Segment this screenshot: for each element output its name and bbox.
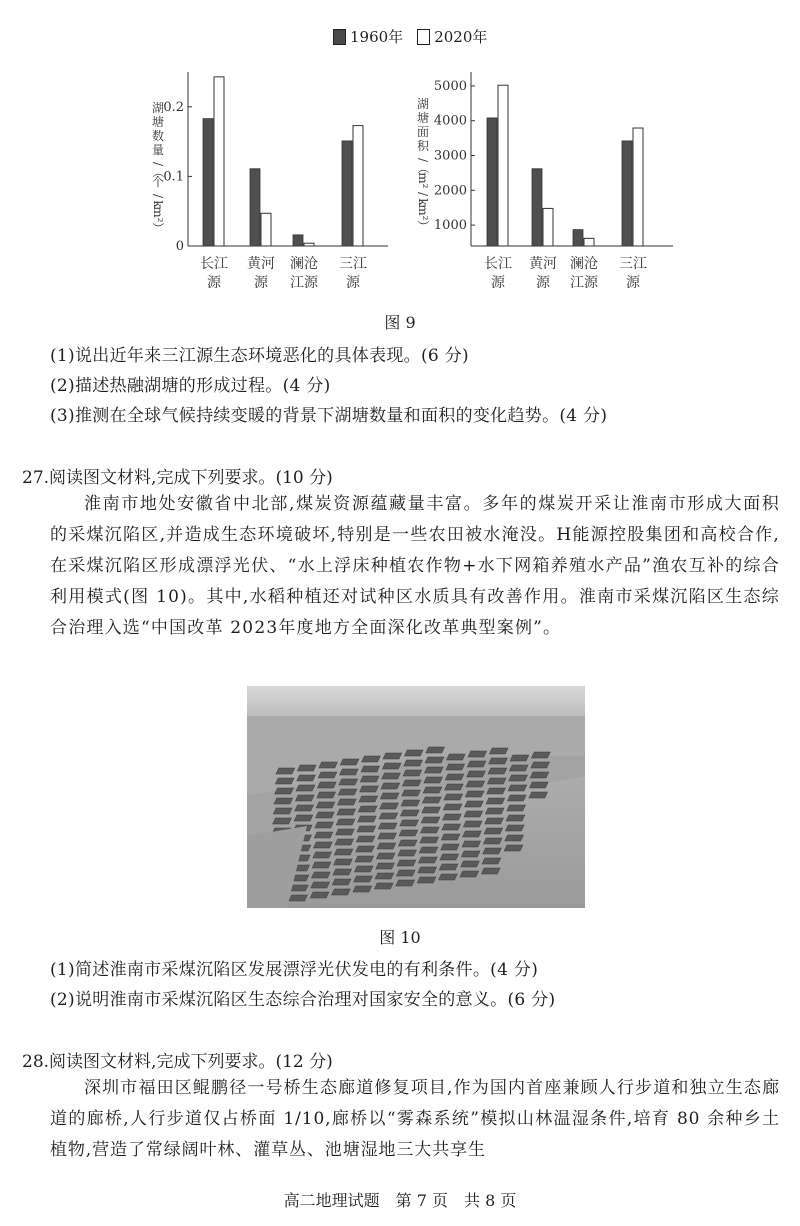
y-axis-label-char: ）	[151, 221, 165, 235]
solar-panel-block	[530, 772, 549, 778]
bar-2020-1	[543, 208, 553, 246]
lake-count-chart	[140, 60, 400, 300]
y-axis-label-char: /	[416, 157, 430, 163]
solar-panel-block	[319, 762, 338, 768]
solar-panel-block	[382, 763, 401, 769]
floating-solar-illustration	[247, 686, 585, 908]
solar-panel-block	[376, 863, 395, 869]
y-axis-label-char: ²	[151, 217, 165, 223]
solar-panel-block	[417, 877, 436, 883]
x-tick-label: 源	[254, 275, 268, 291]
solar-panel-block	[276, 768, 295, 774]
solar-panel-block	[334, 849, 353, 855]
solar-panel-block	[338, 789, 357, 795]
y-axis-label-char: ²	[416, 183, 430, 189]
chart-legend	[333, 26, 501, 47]
y-axis-label-char: m	[416, 172, 430, 184]
y-tick-label: 5000	[433, 78, 467, 94]
solar-panel-block	[489, 748, 508, 754]
solar-panel-block	[311, 882, 330, 888]
solar-panel-block	[439, 864, 458, 870]
bar-2020-1	[261, 213, 271, 246]
solar-panel-block	[422, 797, 441, 803]
solar-panel-block	[418, 857, 437, 863]
solar-panel-block	[353, 886, 372, 892]
x-tick-label: 澜沧	[290, 256, 318, 272]
q27-paragraph: 淮南市地处安徽省中北部,煤炭资源蕴藏量丰富。多年的煤炭开采让淮南市形成大面积的采煤沉陷区,并造成生态环境破坏,特别是一些农田被水淹没。H能源控股集团和高校合作,在采煤沉陷区形成漂浮光伏、“水上浮床种植农作物+水下网箱养殖水产品”渔农互补的综合利用模式(图 10)。其中,水稻种植还对试种区水质具有改善作用。淮南市采煤沉陷区生态综合治理入选“中国改革 2023年度地方全面深化改革典型案例”。	[50, 494, 780, 638]
solar-panel-block	[463, 821, 482, 827]
legend-swatch-light	[417, 29, 430, 45]
solar-panel-block	[332, 879, 351, 885]
solar-panel-block	[463, 831, 482, 837]
bar-2020-0	[498, 85, 508, 246]
solar-panel-block	[340, 759, 359, 765]
solar-panel-block	[335, 839, 354, 845]
bar-1960-3	[622, 141, 632, 246]
legend-label-1960: 1960年	[350, 28, 404, 46]
solar-panel-block	[397, 860, 416, 866]
solar-panel-block	[360, 776, 379, 782]
bar-2020-0	[214, 77, 224, 246]
solar-panel-block	[467, 761, 486, 767]
x-tick-label: 源	[207, 275, 221, 291]
solar-panel-block	[461, 851, 480, 857]
solar-panel-block	[396, 870, 415, 876]
solar-panel-block	[484, 828, 503, 834]
floating-solar-photo	[247, 686, 585, 908]
solar-panel-block	[529, 792, 548, 798]
solar-panel-block	[375, 873, 394, 879]
solar-panel-block	[336, 829, 355, 835]
solar-panel-block	[337, 809, 356, 815]
y-axis-label-char: 积	[416, 139, 430, 153]
solar-panel-block	[402, 780, 421, 786]
solar-panel-block	[316, 802, 335, 808]
y-axis-label-char: 塘	[416, 111, 430, 125]
x-tick-label: 三江	[339, 256, 367, 272]
solar-panel-block	[376, 853, 395, 859]
page-footer: 高二地理试题 第 7 页 共 8 页	[283, 1191, 517, 1210]
y-tick-label: 0.1	[163, 169, 184, 185]
solar-panel-block	[441, 844, 460, 850]
solar-panel-block	[403, 770, 422, 776]
bar-1960-0	[487, 118, 497, 246]
solar-panel-block	[442, 824, 461, 830]
solar-panel-block	[483, 848, 502, 854]
solar-panel-block	[446, 754, 465, 760]
y-axis-label-char: 个	[151, 175, 165, 189]
y-axis-label-char: m	[151, 206, 165, 218]
solar-panel-block	[467, 771, 486, 777]
solar-panel-block	[421, 817, 440, 823]
y-tick-label: 0.2	[163, 99, 184, 115]
bar-1960-3	[342, 141, 352, 246]
solar-panel-block	[398, 850, 417, 856]
x-tick-label: 黄河	[247, 256, 275, 272]
solar-panel-block	[418, 867, 437, 873]
bar-1960-0	[203, 119, 213, 246]
solar-panel-block	[381, 783, 400, 789]
solar-panel-block	[488, 768, 507, 774]
x-tick-label: 长江	[200, 256, 228, 272]
solar-panel-block	[336, 819, 355, 825]
solar-panel-block	[487, 788, 506, 794]
solar-panel-block	[506, 815, 525, 821]
y-tick-label: 1000	[433, 218, 467, 234]
bar-1960-2	[573, 230, 583, 246]
solar-panel-block	[334, 859, 353, 865]
solar-panel-block	[317, 792, 336, 798]
solar-panel-block	[289, 895, 308, 901]
solar-panel-block	[505, 835, 524, 841]
y-tick-label: 4000	[433, 113, 467, 129]
solar-panel-block	[508, 785, 527, 791]
solar-panel-block	[529, 782, 548, 788]
solar-panel-block	[399, 830, 418, 836]
legend-item-2020	[417, 26, 487, 47]
solar-panel-block	[422, 807, 441, 813]
solar-panel-block	[379, 813, 398, 819]
x-tick-label: 三江	[619, 256, 647, 272]
figure-10-caption: 图 10	[379, 928, 421, 947]
legend-item-1960	[333, 26, 403, 47]
solar-panel-block	[398, 840, 417, 846]
solar-panel-block	[443, 804, 462, 810]
bar-2020-3	[633, 128, 643, 246]
q26-item-2: (2)描述热融湖塘的形成过程。(4 分)	[50, 376, 331, 396]
solar-panel-block	[466, 781, 485, 787]
y-axis-label-char: k	[151, 200, 165, 208]
y-axis-label-char: /	[151, 193, 165, 199]
y-axis-label-char: /	[151, 161, 165, 167]
solar-panel-block	[314, 832, 333, 838]
solar-panel-block	[374, 883, 393, 889]
solar-panel-block	[380, 793, 399, 799]
y-axis-label-char: 塘	[151, 115, 165, 129]
solar-panel-block	[396, 880, 415, 886]
solar-panel-block	[404, 750, 423, 756]
solar-panel-block	[426, 747, 445, 753]
x-tick-label: 江源	[290, 275, 318, 291]
solar-panel-block	[489, 758, 508, 764]
solar-panel-block	[505, 825, 524, 831]
y-tick-label: 2000	[433, 183, 467, 199]
solar-panel-block	[362, 756, 381, 762]
solar-panel-block	[294, 815, 313, 821]
solar-panel-block	[465, 801, 484, 807]
solar-panel-block	[313, 852, 332, 858]
solar-panel-block	[273, 818, 292, 824]
y-axis-label-char: 量	[151, 143, 165, 157]
y-axis-label-char: 面	[416, 125, 430, 139]
solar-panel-block	[441, 834, 460, 840]
solar-panel-block	[460, 871, 479, 877]
solar-panel-block	[487, 778, 506, 784]
solar-panel-block	[404, 760, 423, 766]
y-tick-label: 3000	[433, 148, 467, 164]
solar-panel-block	[510, 755, 529, 761]
solar-panel-block	[297, 775, 316, 781]
q27-item-1: (1)简述淮南市采煤沉陷区发展漂浮光伏发电的有利条件。(4 分)	[50, 960, 539, 980]
solar-panel-block	[358, 816, 377, 822]
bar-1960-2	[293, 235, 303, 246]
solar-panel-block	[295, 805, 314, 811]
solar-panel-block	[356, 846, 375, 852]
x-tick-label: 澜沧	[570, 256, 598, 272]
bar-2020-2	[584, 238, 594, 246]
solar-panel-block	[273, 808, 292, 814]
solar-panel-block	[383, 753, 402, 759]
solar-panel-block	[400, 810, 419, 816]
solar-panel-block	[420, 837, 439, 843]
y-axis-label-char: （	[151, 165, 165, 179]
bar-2020-2	[304, 243, 314, 246]
solar-panel-block	[315, 822, 334, 828]
solar-panel-block	[423, 787, 442, 793]
y-axis-label-char: m	[416, 204, 430, 216]
solar-panel-block	[462, 841, 481, 847]
q26-item-1: (1)说出近年来三江源生态环境恶化的具体表现。(6 分)	[50, 346, 469, 366]
solar-panel-block	[509, 765, 528, 771]
solar-panel-block	[360, 786, 379, 792]
solar-panel-block	[402, 790, 421, 796]
solar-panel-block	[419, 847, 438, 853]
y-axis-label-char: k	[416, 198, 430, 206]
y-axis-label-char: （	[416, 161, 430, 175]
solar-panel-block	[483, 838, 502, 844]
solar-panel-block	[310, 892, 329, 898]
solar-panel-block	[485, 818, 504, 824]
x-tick-label: 源	[346, 275, 360, 291]
solar-panel-block	[465, 791, 484, 797]
figure-9-caption: 图 9	[384, 313, 416, 332]
solar-panel-block	[504, 845, 523, 851]
x-tick-label: 江源	[570, 275, 598, 291]
lake-area-chart	[405, 60, 675, 300]
solar-panel-block	[531, 752, 550, 758]
solar-panel-block	[333, 869, 352, 875]
solar-panel-block	[295, 795, 314, 801]
solar-panel-block	[468, 751, 487, 757]
solar-panel-block	[380, 803, 399, 809]
solar-panel-block	[440, 854, 459, 860]
solar-panel-block	[339, 769, 358, 775]
solar-panel-block	[464, 811, 483, 817]
solar-panel-block	[378, 833, 397, 839]
solar-panel-block	[359, 796, 378, 802]
solar-panel-block	[507, 805, 526, 811]
solar-panel-block	[361, 766, 380, 772]
solar-panel-block	[509, 775, 528, 781]
solar-panel-block	[507, 795, 526, 801]
solar-panel-block	[424, 777, 443, 783]
bar-1960-1	[532, 169, 542, 246]
q27-item-2: (2)说明淮南市采煤沉陷区生态综合治理对国家安全的意义。(6 分)	[50, 990, 556, 1010]
y-axis-label-char: ²	[416, 215, 430, 221]
solar-panel-block	[424, 767, 443, 773]
solar-panel-block	[446, 764, 465, 770]
solar-panel-block	[275, 778, 294, 784]
solar-panel-block	[332, 889, 351, 895]
solar-panel-block	[355, 856, 374, 862]
solar-panel-block	[354, 876, 373, 882]
solar-panel-block	[485, 808, 504, 814]
solar-panel-block	[445, 784, 464, 790]
solar-panel-block	[378, 823, 397, 829]
solar-panel-block	[354, 866, 373, 872]
solar-panel-block	[401, 800, 420, 806]
x-tick-label: 黄河	[529, 256, 557, 272]
y-axis-label-char: 湖	[151, 101, 165, 115]
solar-panel-block	[382, 773, 401, 779]
solar-panel-block	[339, 779, 358, 785]
y-axis-label-char: ）	[416, 219, 430, 233]
y-axis-label-char: 数	[151, 129, 165, 143]
solar-panel-block	[400, 820, 419, 826]
solar-panel-block	[486, 798, 505, 804]
solar-panel-block	[531, 762, 550, 768]
solar-panel-block	[377, 843, 396, 849]
solar-panel-block	[297, 765, 316, 771]
q26-item-3: (3)推测在全球气候持续变暖的背景下湖塘数量和面积的变化趋势。(4 分)	[50, 406, 608, 426]
x-tick-label: 源	[491, 275, 505, 291]
solar-panel-block	[275, 788, 294, 794]
solar-panel-block	[439, 874, 458, 880]
solar-panel-block	[315, 812, 334, 818]
bar-1960-1	[250, 169, 260, 246]
solar-panel-block	[274, 798, 293, 804]
solar-panel-block	[318, 772, 337, 778]
q28-paragraph: 深圳市福田区鲲鹏径一号桥生态廊道修复项目,作为国内首座兼顾人行步道和独立生态廊道的廊桥,人行步道仅占桥面 1/10,廊桥以“雾森系统”模拟山林温湿条件,培育 80 余种乡土植物,营造了常绿阔叶林、灌草丛、池塘湿地三大共享生	[50, 1078, 780, 1160]
bar-2020-3	[353, 126, 363, 246]
y-axis-label-char: /	[416, 191, 430, 197]
x-tick-label: 源	[626, 275, 640, 291]
solar-panel-block	[338, 799, 357, 805]
x-tick-label: 长江	[484, 256, 512, 272]
solar-panel-block	[425, 757, 444, 763]
solar-panel-block	[481, 868, 500, 874]
solar-panel-block	[311, 872, 330, 878]
solar-panel-block	[444, 794, 463, 800]
solar-panel-block	[420, 827, 439, 833]
legend-label-2020: 2020年	[434, 28, 488, 46]
y-axis-label-char: 湖	[416, 97, 430, 111]
q27-heading: 27.阅读图文材料,完成下列要求。(10 分)	[22, 468, 333, 488]
solar-panel-block	[443, 814, 462, 820]
solar-panel-block	[461, 861, 480, 867]
legend-swatch-dark	[333, 29, 346, 45]
solar-panel-block	[317, 782, 336, 788]
solar-panel-block	[358, 806, 377, 812]
solar-panel-block	[445, 774, 464, 780]
solar-panel-block	[356, 836, 375, 842]
x-tick-label: 源	[536, 275, 550, 291]
solar-panel-block	[312, 862, 331, 868]
solar-panel-block	[482, 858, 501, 864]
solar-panel-block	[357, 826, 376, 832]
solar-panel-block	[313, 842, 332, 848]
solar-panel-block	[296, 785, 315, 791]
y-tick-label: 0	[175, 239, 184, 254]
q28-heading: 28.阅读图文材料,完成下列要求。(12 分)	[22, 1052, 333, 1072]
